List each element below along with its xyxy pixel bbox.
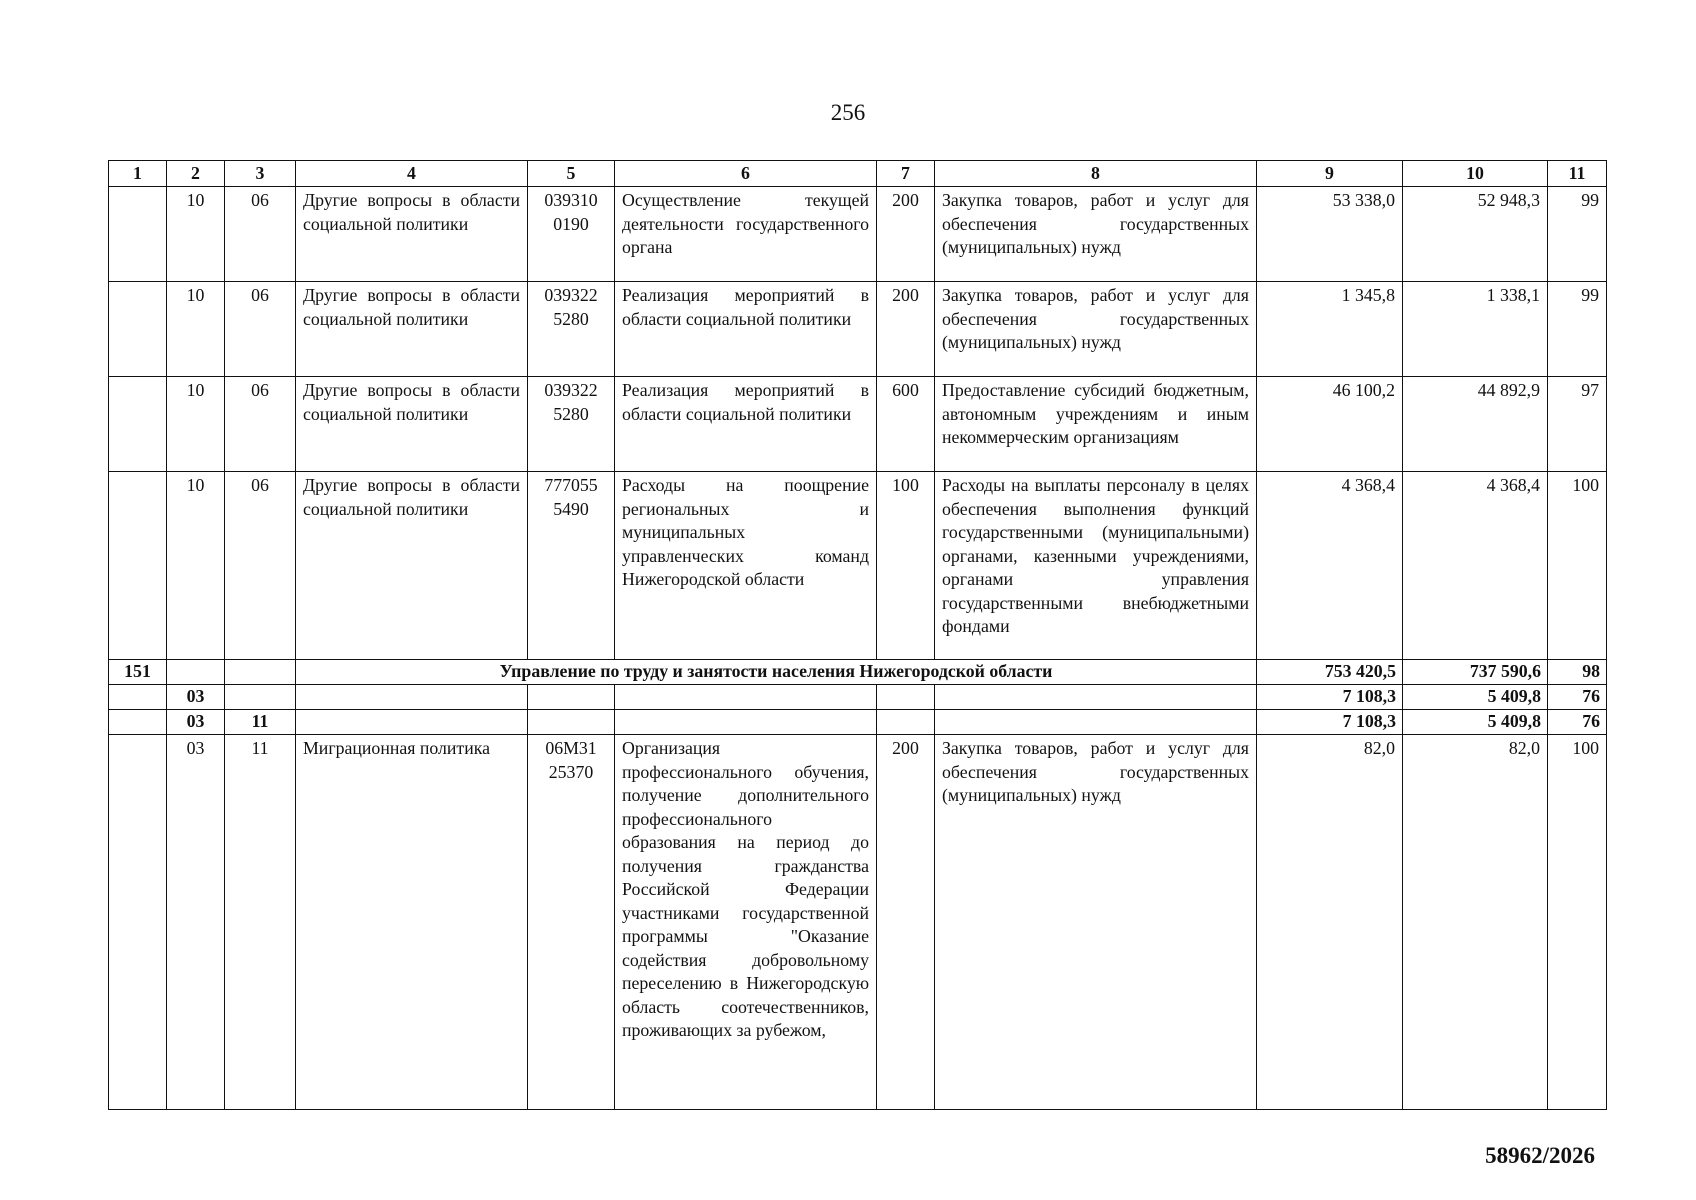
table-row	[109, 472, 1607, 660]
cell-code	[109, 472, 167, 660]
table-row	[109, 377, 1607, 472]
cell-subsection: 06	[225, 187, 296, 282]
cell-target-article: 06М31 25370	[528, 735, 615, 1110]
cell-article-name: Реализация мероприятий в области социальной политики	[615, 377, 877, 472]
cell-code	[109, 377, 167, 472]
cell-executed: 1 338,1	[1403, 282, 1548, 377]
cell-subsection-name: Другие вопросы в области социальной политики	[296, 472, 528, 660]
cell-expense-type-name: Расходы на выплаты персоналу в целях обеспечения выполнения функций государственными (муниципальными) органами, казенными учреждениями, органами управления государственными внебюджетными фондами	[935, 472, 1257, 660]
cell-approved: 7 108,3	[1257, 710, 1403, 735]
cell-percent: 97	[1548, 377, 1607, 472]
table-row	[109, 282, 1607, 377]
cell-subsection-name: Другие вопросы в области социальной политики	[296, 282, 528, 377]
cell-executed: 4 368,4	[1403, 472, 1548, 660]
cell-target-article: 039322 5280	[528, 377, 615, 472]
cell-code	[109, 282, 167, 377]
cell-code: 151	[109, 660, 167, 685]
cell-approved: 82,0	[1257, 735, 1403, 1110]
cell-section	[167, 660, 225, 685]
cell-code	[109, 735, 167, 1110]
cell-executed: 52 948,3	[1403, 187, 1548, 282]
table-row	[109, 735, 1607, 1110]
cell-expense-type-name: Закупка товаров, работ и услуг для обеспечения государственных (муниципальных) нужд	[935, 187, 1257, 282]
column-header: 4	[296, 161, 528, 187]
cell-approved: 46 100,2	[1257, 377, 1403, 472]
cell-approved: 1 345,8	[1257, 282, 1403, 377]
table-header	[109, 161, 1607, 187]
cell-subsection	[225, 660, 296, 685]
document-number: 58962/2026	[1485, 1143, 1595, 1168]
cell-article-name: Организация профессионального обучения, получение дополнительного профессионального образования на период до получения гражданства Российской Федерации участниками государственной программы "Оказание содействия добровольному переселению в Нижегородскую область соотечественников, проживающих за рубежом,	[615, 735, 877, 1110]
column-header: 7	[877, 161, 935, 187]
cell-approved: 753 420,5	[1257, 660, 1403, 685]
cell-target-article: 039322 5280	[528, 282, 615, 377]
cell-executed: 82,0	[1403, 735, 1548, 1110]
cell-approved: 53 338,0	[1257, 187, 1403, 282]
table-row	[109, 187, 1607, 282]
cell-article-name: Осуществление текущей деятельности государственного органа	[615, 187, 877, 282]
cell-subsection-name: Другие вопросы в области социальной политики	[296, 187, 528, 282]
page-number: 256	[830, 100, 866, 125]
cell-percent: 76	[1548, 710, 1607, 735]
cell-expense-type: 100	[877, 472, 935, 660]
cell-target-article: 777055 5490	[528, 472, 615, 660]
cell-expense-type-name: Предоставление субсидий бюджетным, автономным учреждениям и иным некоммерческим организациям	[935, 377, 1257, 472]
cell-code	[109, 187, 167, 282]
subtotal-row	[109, 685, 1607, 710]
cell-percent: 99	[1548, 187, 1607, 282]
budget-table	[108, 160, 1607, 1110]
cell-subsection-name: Миграционная политика	[296, 735, 528, 1110]
cell-expense-type: 200	[877, 282, 935, 377]
cell-subsection-name: Другие вопросы в области социальной политики	[296, 377, 528, 472]
cell-expense-type-name: Закупка товаров, работ и услуг для обеспечения государственных (муниципальных) нужд	[935, 282, 1257, 377]
cell-subsection: 06	[225, 282, 296, 377]
cell-percent: 76	[1548, 685, 1607, 710]
cell-subsection: 06	[225, 472, 296, 660]
column-header: 2	[167, 161, 225, 187]
cell-section: 10	[167, 187, 225, 282]
cell-executed: 44 892,9	[1403, 377, 1548, 472]
cell-executed: 5 409,8	[1403, 685, 1548, 710]
cell-percent: 98	[1548, 660, 1607, 685]
column-header: 9	[1257, 161, 1403, 187]
cell-article-name: Расходы на поощрение региональных и муниципальных управленческих команд Нижегородской области	[615, 472, 877, 660]
section-total-row	[109, 660, 1607, 685]
cell-subsection: 06	[225, 377, 296, 472]
cell-section: 10	[167, 377, 225, 472]
cell-section: 03	[167, 685, 225, 710]
cell-percent: 99	[1548, 282, 1607, 377]
cell-section: 10	[167, 472, 225, 660]
cell-approved: 7 108,3	[1257, 685, 1403, 710]
cell-expense-type: 600	[877, 377, 935, 472]
cell-subsection	[225, 685, 296, 710]
cell-expense-type: 200	[877, 735, 935, 1110]
cell-code	[109, 710, 167, 735]
cell-target-article: 039310 0190	[528, 187, 615, 282]
cell-subsection: 11	[225, 735, 296, 1110]
cell-expense-type: 200	[877, 187, 935, 282]
cell-section: 03	[167, 735, 225, 1110]
cell-section: 10	[167, 282, 225, 377]
cell-approved: 4 368,4	[1257, 472, 1403, 660]
column-header: 5	[528, 161, 615, 187]
column-header: 11	[1548, 161, 1607, 187]
cell-article-name: Реализация мероприятий в области социальной политики	[615, 282, 877, 377]
cell-percent: 100	[1548, 472, 1607, 660]
column-header: 6	[615, 161, 877, 187]
column-header: 8	[935, 161, 1257, 187]
cell-executed: 737 590,6	[1403, 660, 1548, 685]
column-header: 1	[109, 161, 167, 187]
column-header: 3	[225, 161, 296, 187]
cell-executed: 5 409,8	[1403, 710, 1548, 735]
cell-subsection: 11	[225, 710, 296, 735]
cell-section: 03	[167, 710, 225, 735]
cell-expense-type-name: Закупка товаров, работ и услуг для обеспечения государственных (муниципальных) нужд	[935, 735, 1257, 1110]
cell-percent: 100	[1548, 735, 1607, 1110]
section-title: Управление по труду и занятости населения Нижегородской области	[296, 660, 1257, 685]
subtotal-row	[109, 710, 1607, 735]
cell-code	[109, 685, 167, 710]
column-header: 10	[1403, 161, 1548, 187]
